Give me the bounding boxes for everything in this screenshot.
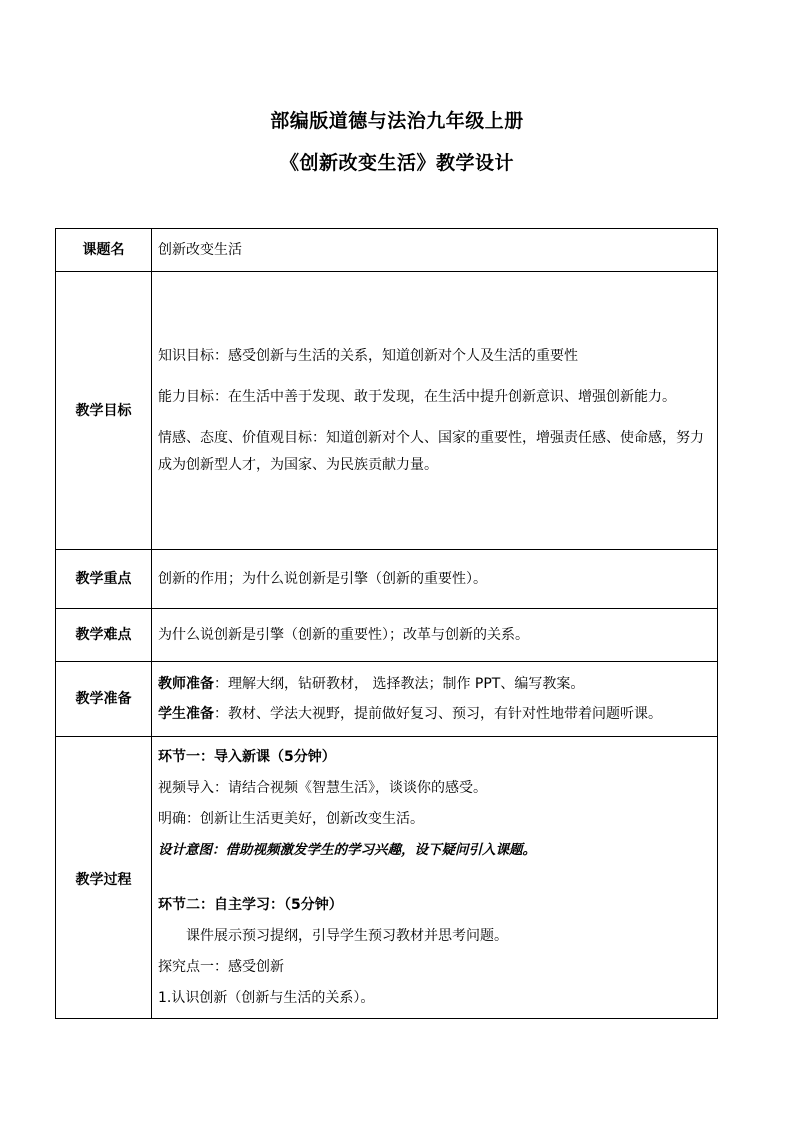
- table-row-goals: [56, 272, 718, 550]
- goals-cell: [152, 272, 718, 550]
- key-points-value: 创新的作用；为什么说创新是引擎（创新的重要性）。: [152, 550, 718, 609]
- goal-attitude: 情感、态度、价值观目标：知道创新对个人、国家的重要性，增强责任感、使命感，努力成为创新型人才，为国家、为民族贡献力量。: [158, 429, 704, 473]
- table-row-preparation: [56, 662, 718, 737]
- student-preparation-text: ：教材、学法大视野，提前做好复习、预习，有针对性地带着问题听课。: [214, 706, 662, 722]
- difficulties-value: 为什么说创新是引擎（创新的重要性）；改革与创新的关系。: [152, 609, 718, 662]
- key-points-label: 教学重点: [56, 550, 152, 609]
- process-label: 教学过程: [75, 871, 132, 888]
- lesson-name-label: 课题名: [56, 229, 152, 272]
- process-label-cell: [56, 737, 152, 1019]
- goal-ability: 能力目标：在生活中善于发现、敢于发现，在生活中提升创新意识、增强创新能力。: [158, 388, 676, 405]
- student-preparation: [158, 699, 711, 729]
- section2-desc: 课件展示预习提纲，引导学生预习教材并思考问题。: [186, 927, 508, 944]
- document-title: 部编版道德与法治九年级上册: [270, 110, 524, 132]
- difficulties-label: 教学难点: [56, 609, 152, 662]
- teacher-preparation: [158, 669, 711, 699]
- table-row-difficulties: [56, 609, 718, 662]
- teacher-preparation-text: ：理解大纲，钻研教材， 选择教法；制作 PPT、编写教案。: [214, 676, 585, 692]
- section1-title: 环节一：导入新课（5分钟）: [158, 748, 336, 765]
- lesson-plan-table: [55, 228, 718, 1019]
- preparation-label: 教学准备: [56, 662, 152, 737]
- goals-label: 教学目标: [56, 272, 152, 550]
- explore-point: 探究点一：感受创新: [158, 958, 284, 975]
- document-subtitle: 《创新改变生活》教学设计: [279, 152, 514, 174]
- explore-item-1: 1.认识创新（创新与生活的关系）。: [158, 989, 375, 1006]
- section2-title: 环节二：自主学习：（5分钟）: [158, 896, 343, 913]
- preparation-cell: [152, 662, 718, 737]
- table-row-process: [56, 737, 718, 1019]
- goal-knowledge: 知识目标：感受创新与生活的关系，知道创新对个人及生活的重要性: [158, 347, 578, 364]
- process-cell: [152, 737, 718, 1019]
- section-spacer: [158, 866, 711, 890]
- student-preparation-label: 学生准备: [158, 706, 214, 722]
- table-row-lesson-name: [56, 229, 718, 272]
- section1-clarify: 明确：创新让生活更美好，创新改变生活。: [158, 810, 424, 827]
- section1-intent: 设计意图：借助视频激发学生的学习兴趣，设下疑问引入课题。: [158, 841, 536, 858]
- section1-video: 视频导入：请结合视频《智慧生活》，谈谈你的感受。: [158, 779, 487, 796]
- lesson-name-value: 创新改变生活: [152, 229, 718, 272]
- teacher-preparation-label: 教师准备: [158, 676, 214, 692]
- table-row-key-points: [56, 550, 718, 609]
